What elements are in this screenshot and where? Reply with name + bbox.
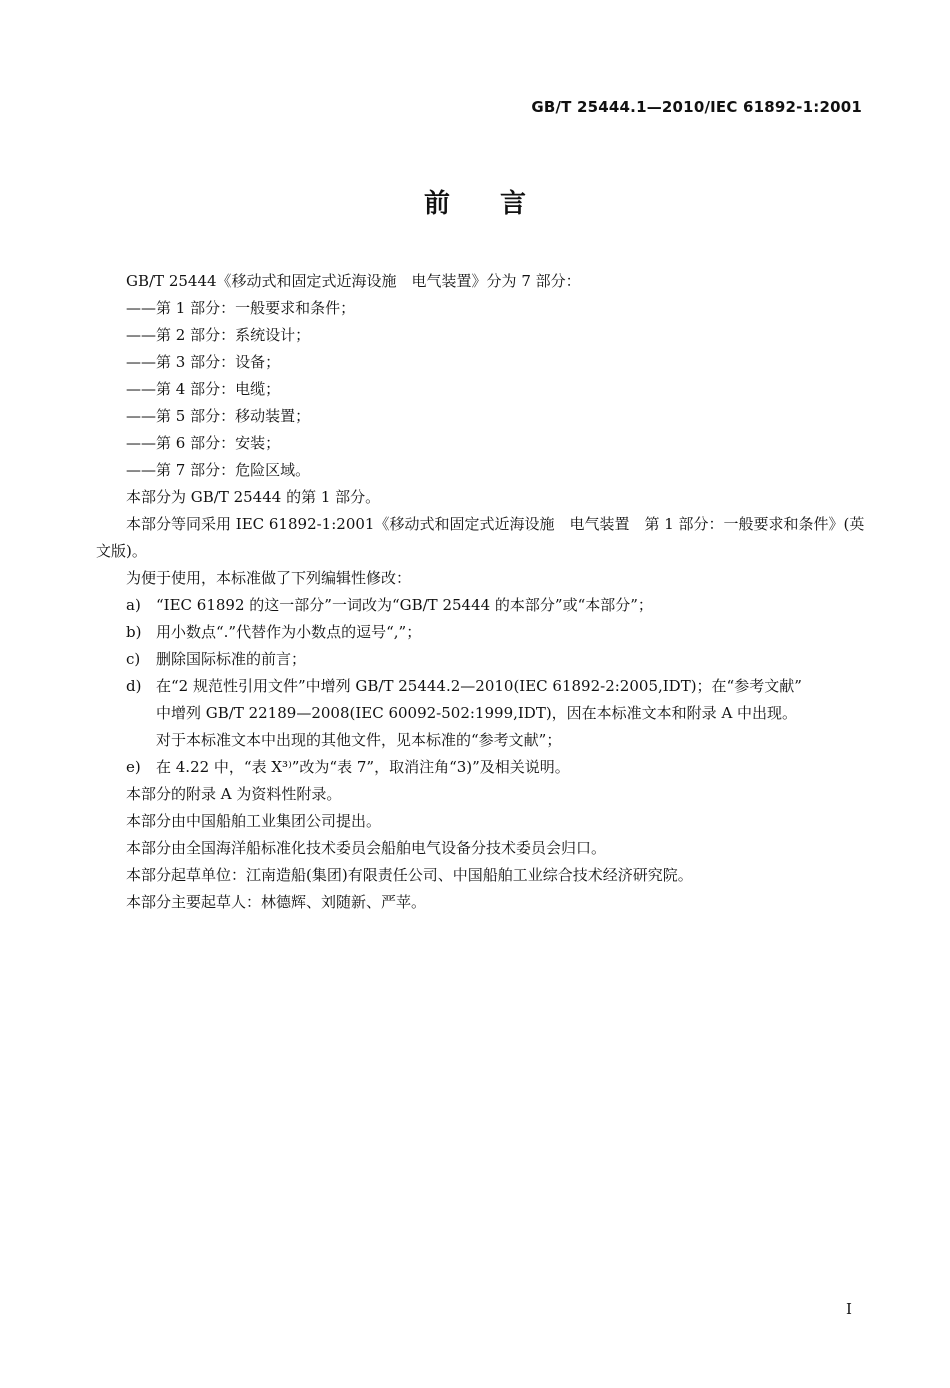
modification-item-d [96,673,868,754]
part-item: ——第 7 部分：危险区域。 [126,461,311,479]
item-text: 在“2 规范性引用文件”中增列 GB/T 25444.2—2010(IEC 61892-2:2005,IDT)；在“参考文献” [156,677,802,695]
part-item: ——第 4 部分：电缆； [126,380,281,398]
standard-number: GB/T 25444.1—2010/IEC 61892-1:2001 [531,98,862,116]
modifications-intro: 为便于使用，本标准做了下列编辑性修改： [126,569,412,587]
modification-item-c [96,646,868,673]
item-label: b) [126,623,142,641]
item-label: e) [126,758,141,776]
item-label: c) [126,650,141,668]
item-text: 在 4.22 中，“表 X³⁾”改为“表 7”，取消注角“3)”及相关说明。 [156,758,570,776]
modification-item-e [96,754,868,781]
part-item: ——第 5 部分：移动装置； [126,407,311,425]
foreword-body [96,268,868,916]
item-label: a) [126,596,141,614]
item-text: 删除国际标准的前言； [156,650,307,668]
modification-item-b [96,619,868,646]
part-item: ——第 2 部分：系统设计； [126,326,311,344]
drafting-units-paragraph: 本部分起草单位：江南造船(集团)有限责任公司、中国船舶工业综合技术经济研究院。 [126,866,693,884]
item-text: “IEC 61892 的这一部分”一词改为“GB/T 25444 的本部分”或“本部分”； [156,596,653,614]
modification-item-a [96,592,868,619]
proposed-by-paragraph: 本部分由中国船舶工业集团公司提出。 [126,812,382,830]
page-number: I [846,1300,852,1318]
part-item: ——第 3 部分：设备； [126,353,281,371]
item-label: d) [126,677,142,695]
page-title: 前言 [423,189,576,219]
adoption-paragraph: 本部分等同采用 IEC 61892-1:2001《移动式和固定式近海设施 电气装置 第 1 部分：一般要求和条件》(英文版)。 [96,515,865,560]
part-item: ——第 6 部分：安装； [126,434,281,452]
part-item: ——第 1 部分：一般要求和条件； [126,299,356,317]
item-text: 用小数点“.”代替作为小数点的逗号“,”； [156,623,422,641]
drafters-paragraph: 本部分主要起草人：林德辉、刘随新、严苹。 [126,893,427,911]
item-text: 对于本标准文本中出现的其他文件，见本标准的“参考文献”； [156,731,562,749]
this-part-paragraph: 本部分为 GB/T 25444 的第 1 部分。 [126,488,381,506]
intro-paragraph: GB/T 25444《移动式和固定式近海设施 电气装置》分为 7 部分： [126,272,581,290]
centralized-by-paragraph: 本部分由全国海洋船标准化技术委员会船舶电气设备分技术委员会归口。 [126,839,607,857]
annex-paragraph: 本部分的附录 A 为资料性附录。 [126,785,342,803]
item-text: 中增列 GB/T 22189—2008(IEC 60092-502:1999,IDT)，因在本标准文本和附录 A 中出现。 [156,704,798,722]
